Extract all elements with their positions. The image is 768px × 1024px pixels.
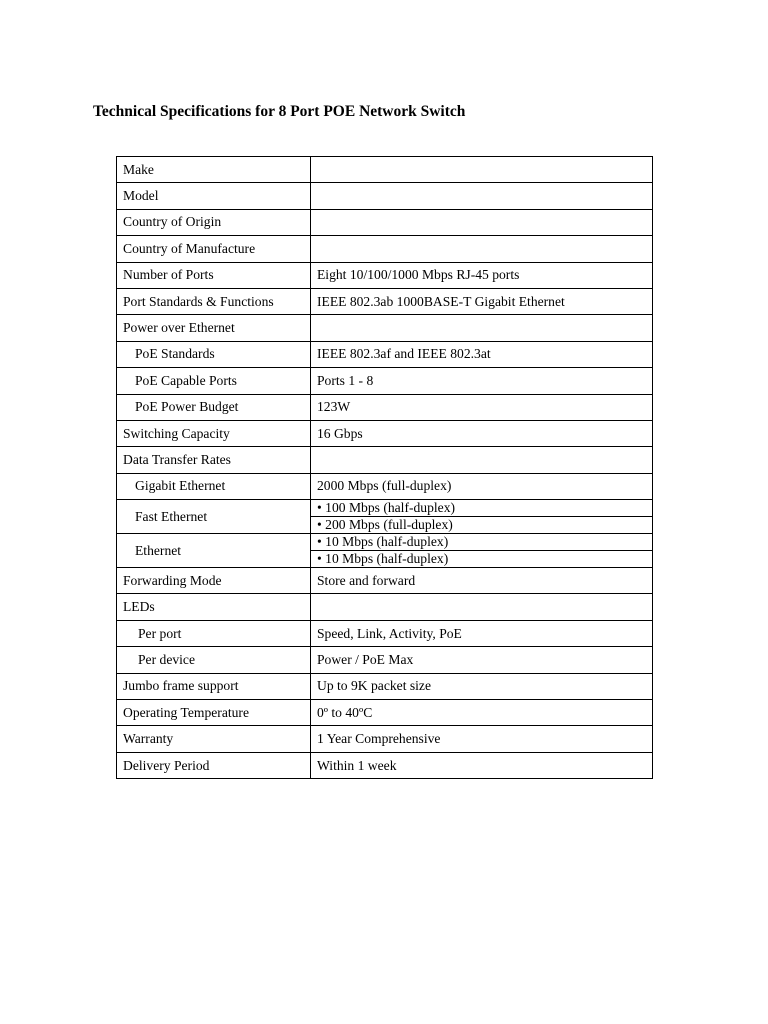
spec-section-label: Data Transfer Rates	[117, 447, 311, 473]
spec-label: Make	[117, 157, 311, 183]
spec-value: 2000 Mbps (full-duplex)	[311, 473, 653, 499]
spec-value-item: • 10 Mbps (half-duplex)	[311, 550, 652, 567]
table-row	[117, 315, 653, 341]
spec-sub-label: PoE Standards	[117, 341, 311, 367]
spec-value-item: • 200 Mbps (full-duplex)	[311, 516, 652, 533]
spec-value	[311, 209, 653, 235]
spec-value: 16 Gbps	[311, 420, 653, 446]
spec-value: 123W	[311, 394, 653, 420]
spec-table	[116, 156, 653, 779]
spec-value: Store and forward	[311, 568, 653, 594]
spec-value: Ports 1 - 8	[311, 368, 653, 394]
spec-section-label: LEDs	[117, 594, 311, 620]
spec-value: 0º to 40ºC	[311, 700, 653, 726]
table-row	[117, 209, 653, 235]
spec-label: Forwarding Mode	[117, 568, 311, 594]
spec-sub-label: Per port	[117, 620, 311, 646]
table-row	[117, 726, 653, 752]
table-row	[117, 568, 653, 594]
table-row	[117, 420, 653, 446]
spec-value: Power / PoE Max	[311, 647, 653, 673]
spec-label: Operating Temperature	[117, 700, 311, 726]
table-row	[117, 752, 653, 778]
spec-label: Country of Origin	[117, 209, 311, 235]
table-row	[117, 534, 653, 568]
table-row	[117, 262, 653, 288]
table-row	[117, 500, 653, 534]
spec-value-item: • 10 Mbps (half-duplex)	[317, 534, 449, 550]
spec-value-list	[311, 500, 653, 534]
spec-label: Port Standards & Functions	[117, 288, 311, 314]
spec-value: Within 1 week	[311, 752, 653, 778]
table-row	[117, 620, 653, 646]
spec-value: Eight 10/100/1000 Mbps RJ-45 ports	[311, 262, 653, 288]
spec-sub-label: Fast Ethernet	[117, 500, 311, 534]
table-row	[117, 157, 653, 183]
spec-section-label: Power over Ethernet	[117, 315, 311, 341]
spec-sub-label: Ethernet	[117, 534, 311, 568]
spec-value	[311, 236, 653, 262]
table-row	[117, 447, 653, 473]
table-row	[117, 673, 653, 699]
spec-value: 1 Year Comprehensive	[311, 726, 653, 752]
table-row	[117, 394, 653, 420]
spec-value	[311, 183, 653, 209]
table-row	[117, 341, 653, 367]
spec-sub-label: PoE Capable Ports	[117, 368, 311, 394]
spec-label: Delivery Period	[117, 752, 311, 778]
spec-value	[311, 315, 653, 341]
table-row	[117, 473, 653, 499]
spec-label: Warranty	[117, 726, 311, 752]
spec-value: Speed, Link, Activity, PoE	[311, 620, 653, 646]
document-title: Technical Specifications for 8 Port POE Network Switch	[93, 103, 466, 120]
table-row	[117, 183, 653, 209]
table-row	[117, 288, 653, 314]
spec-label: Country of Manufacture	[117, 236, 311, 262]
table-row	[117, 647, 653, 673]
spec-label: Model	[117, 183, 311, 209]
spec-value	[311, 157, 653, 183]
spec-value: IEEE 802.3af and IEEE 802.3at	[311, 341, 653, 367]
spec-value: Up to 9K packet size	[311, 673, 653, 699]
spec-sub-label: Per device	[117, 647, 311, 673]
spec-label: Jumbo frame support	[117, 673, 311, 699]
spec-value-item: • 100 Mbps (half-duplex)	[317, 500, 456, 516]
spec-label: Switching Capacity	[117, 420, 311, 446]
spec-value: IEEE 802.3ab 1000BASE-T Gigabit Ethernet	[311, 288, 653, 314]
spec-value-list	[311, 534, 653, 568]
table-row	[117, 594, 653, 620]
spec-sub-label: PoE Power Budget	[117, 394, 311, 420]
spec-value	[311, 594, 653, 620]
spec-sub-label: Gigabit Ethernet	[117, 473, 311, 499]
table-row	[117, 700, 653, 726]
table-row	[117, 236, 653, 262]
spec-label: Number of Ports	[117, 262, 311, 288]
table-row	[117, 368, 653, 394]
spec-value	[311, 447, 653, 473]
